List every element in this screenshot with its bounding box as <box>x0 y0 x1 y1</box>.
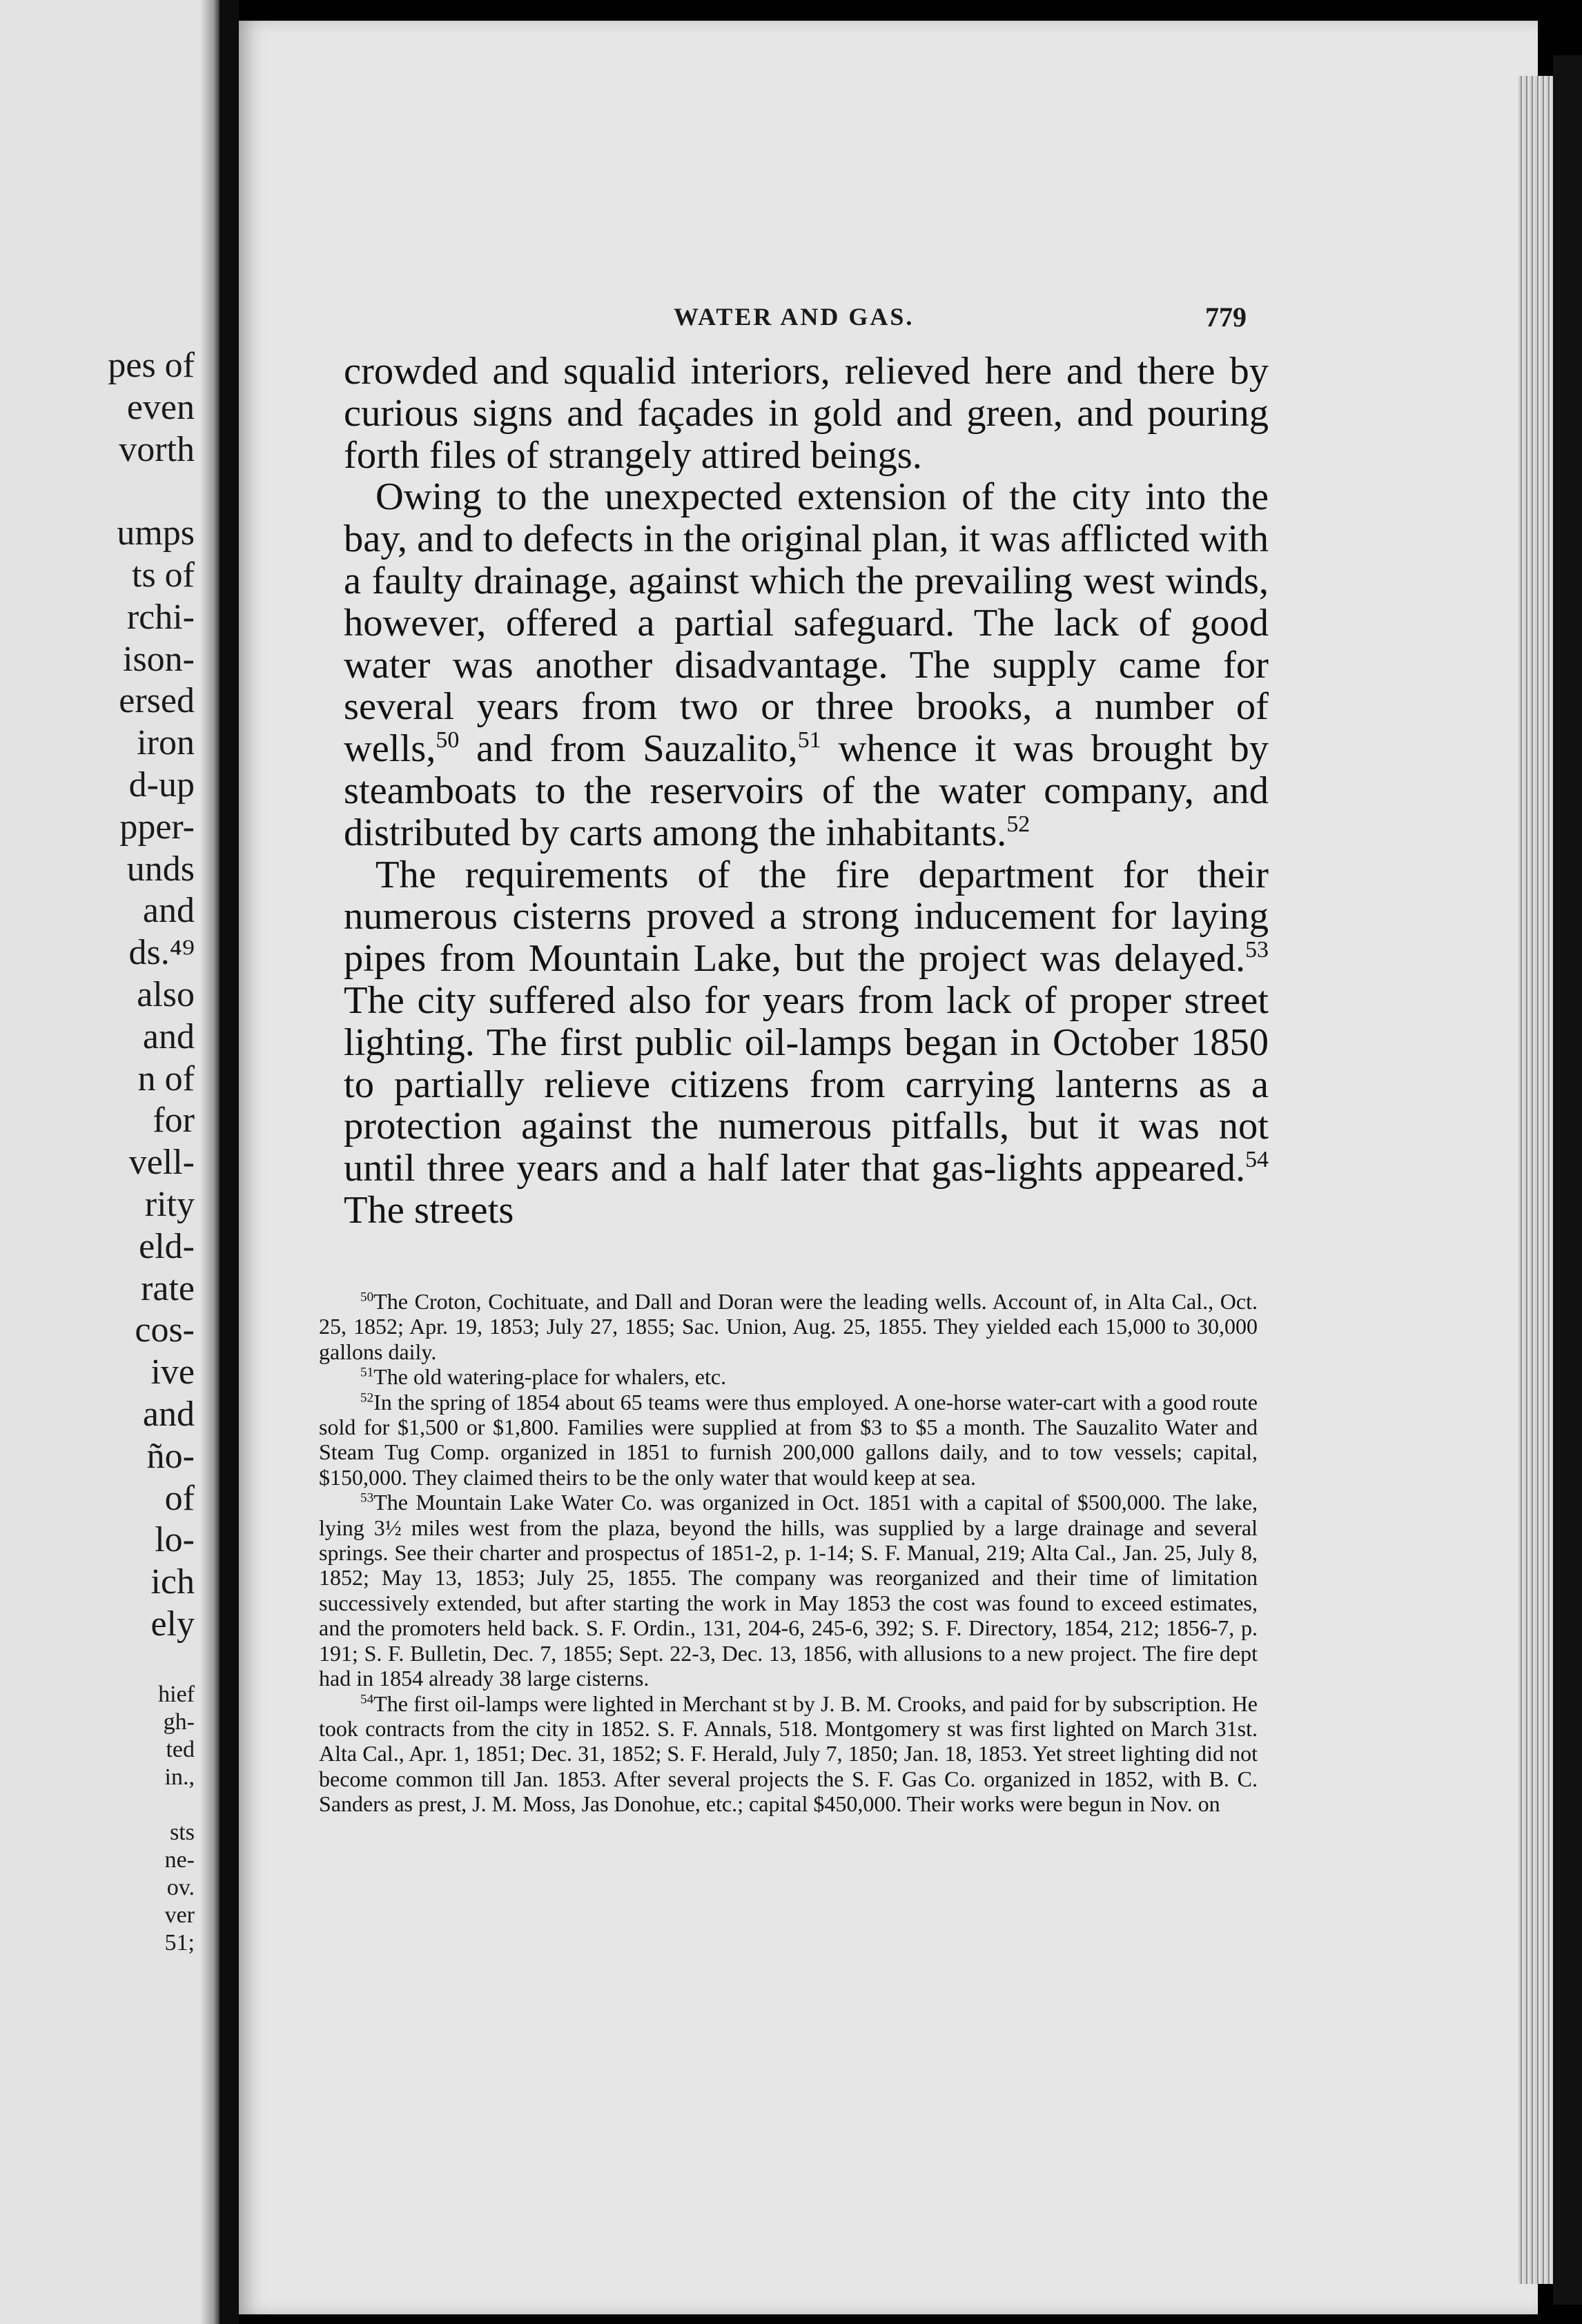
footnote-51: $^{51}$The old watering-place for whalers, etc. <box>360 1364 727 1390</box>
left-note-fragment: hief <box>158 1682 195 1707</box>
gutter-shadow <box>200 0 219 2324</box>
book-gutter <box>219 0 239 2324</box>
paragraph-1: crowded and squalid interiors, relieved here and there by curious signs and façades in gold and green, and pouring forth files of strangely attired beings. <box>344 350 1269 477</box>
running-head: WATER AND GAS. <box>674 303 915 331</box>
footnote-53: $^{53}$The Mountain Lake Water Co. was organized in Oct. 1851 with a capital of $500,000. The lake, lying 3½ miles west from the plaza, beyond the hills, was supplied by a large drainage and several springs. See their charter and prospectus of 1851-2, p. 1-14; S. F. Manual, 219; Alta Cal., Jan. 25, July 8, 1852; May 13, 1853; July 25, 1855. The company was reorganized and their time of limitation successively extended, but after starting the work in May 1853 the cost was found to exceed estimates, and the promoters held back. S. F. Ordin., 131, 204-6, 245-6, 392; S. F. Directory, 1854, 212; 1856-7, p. 191; S. F. Bulletin, Dec. 7, 1855; Sept. 22-3, Dec. 13, 1856, with allusions to a new project. The fire dept had in 1854 already 38 large cisterns. <box>319 1490 1258 1691</box>
left-text-fragment: ersed <box>119 681 195 721</box>
left-text-fragment: ds.⁴⁹ <box>128 933 195 973</box>
left-text-fragment: pes of <box>108 346 195 385</box>
left-text-fragment: iron <box>137 723 195 763</box>
footnote-52: $^{52}$In the spring of 1854 about 65 teams were thus employed. A one-horse water-cart with a good route sold for $1,500 or $1,800. Families were supplied at from $3 to $5 a month. The Sauzalito Water and Steam Tug Comp. organized in 1851 to furnish 200,000 gallons daily, and to tow vessels; capital, $150,000. They claimed theirs to be the only water that would keep at sea. <box>319 1389 1258 1490</box>
left-text-fragment: cos- <box>135 1310 195 1350</box>
left-note-fragment: ne- <box>164 1847 195 1873</box>
left-text-fragment: and <box>142 1395 195 1434</box>
main-text <box>344 351 1269 1232</box>
footnote-ref-53: 53 <box>1245 937 1269 963</box>
left-text-fragment: vorth <box>119 429 195 469</box>
left-text-fragment: of <box>164 1478 195 1518</box>
left-text-fragment: ely <box>150 1604 195 1644</box>
left-text-fragment: rity <box>144 1185 195 1224</box>
left-text-fragment: ive <box>150 1352 195 1392</box>
page-edges <box>1518 76 1553 2284</box>
footnote-ref-52: 52 <box>1006 811 1031 837</box>
left-text-fragment: rchi- <box>126 597 195 637</box>
left-text-fragment: rate <box>141 1268 195 1308</box>
left-text-fragment: umps <box>117 513 195 553</box>
left-text-fragment: eld- <box>139 1226 195 1266</box>
left-note-fragment: in., <box>164 1764 195 1790</box>
left-note-fragment: ted <box>166 1737 195 1762</box>
left-text-fragment: and <box>142 891 195 931</box>
footnote-ref-50: 50 <box>436 727 460 754</box>
left-text-fragment: d-up <box>128 765 195 805</box>
left-note-fragment: ver <box>164 1902 195 1928</box>
footnote-ref-54: 54 <box>1245 1147 1269 1173</box>
left-text-fragment: for <box>153 1101 195 1141</box>
left-note-fragment: gh- <box>163 1709 195 1735</box>
left-note-fragment: 51; <box>164 1930 195 1956</box>
left-note-fragment: sts <box>170 1820 195 1845</box>
left-text-fragment: ts of <box>132 555 195 595</box>
left-text-fragment: unds <box>126 849 195 889</box>
footnote-54: $^{54}$The first oil-lamps were lighted in Merchant st by J. B. M. Crooks, and paid for by subscription. He took contracts from the city in 1852. S. F. Annals, 518. Montgomery st was first lighted on March 31st. Alta Cal., Apr. 1, 1851; Dec. 31, 1852; S. F. Herald, July 7, 1850; Jan. 18, 1853. Yet street lighting did not become common till Jan. 1853. After several projects the S. F. Gas Co. organized in 1852, with B. C. Sanders as prest, J. M. Moss, Jas Donohue, etc.; capital $450,000. Their works were begun in Nov. on <box>319 1691 1258 1817</box>
page-number: 779 <box>1205 302 1247 333</box>
left-text-fragment: and <box>142 1016 195 1056</box>
left-text-fragment: vell- <box>128 1143 195 1183</box>
footnote-ref-51: 51 <box>797 727 821 754</box>
left-text-fragment: ño- <box>146 1436 195 1476</box>
left-text-fragment: ich <box>150 1562 195 1602</box>
left-page <box>0 0 219 2324</box>
left-text-fragment: ison- <box>123 639 195 679</box>
footnote-50: $^{50}$The Croton, Cochituate, and Dall and Doran were the leading wells. Account of, in Alta Cal., Oct. 25, 1852; Apr. 19, 1853; July 27, 1855; Sac. Union, Aug. 25, 1855. They yielded each 15,000 to 30,000 gallons daily. <box>319 1289 1258 1364</box>
left-text-fragment: pper- <box>119 807 195 847</box>
paragraph-3: The requirements of the fire department for their numerous cisterns proved a strong inducement for laying pipes from Mountain Lake, but the project was delayed.$^{53}$ The city suffered also for years from lack of proper street lighting. The first public oil-lamps began in October 1850 to partially relieve citizens from carrying lanterns as a protection against the numerous pitfalls, but it was not until three years and a half later that gas-lights appeared.$^{54}$ The streets <box>344 853 1269 1232</box>
left-text-fragment: lo- <box>155 1520 195 1560</box>
footnotes <box>319 1289 1258 1817</box>
left-text-fragment: even <box>126 387 195 427</box>
left-text-fragment: also <box>137 975 195 1014</box>
left-text-fragment: n of <box>137 1058 195 1099</box>
left-note-fragment: ov. <box>166 1875 195 1900</box>
paragraph-2: Owing to the unexpected extension of the city into the bay, and to defects in the original plan, it was afflicted with a faulty drainage, against which the prevailing west winds, however, offered a partial safeguard. The lack of good water was another disadvantage. The supply came for several years from two or three brooks, a number of wells,$^{50}$ and from Sauzalito,$^{51}$ whence it was brought by steamboats to the reservoirs of the water company, and distributed by carts among the inhabitants.$^{52}$ <box>344 475 1269 854</box>
book-cover-edge <box>1553 55 1582 2305</box>
